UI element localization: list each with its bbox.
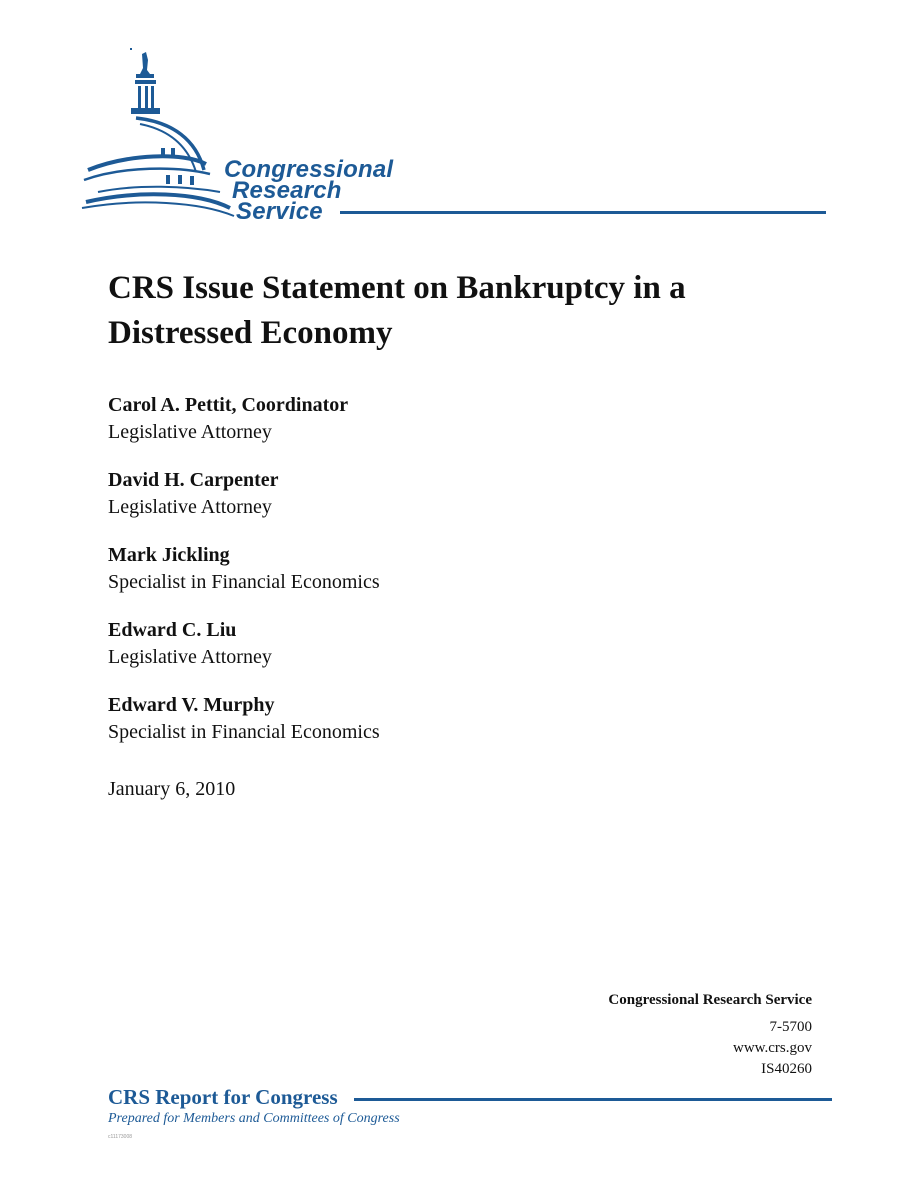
author-role: Legislative Attorney <box>108 421 272 443</box>
document-title: CRS Issue Statement on Bankruptcy in a Distressed Economy <box>108 270 686 351</box>
report-subtitle: Prepared for Members and Committees of Congress <box>108 1111 400 1126</box>
document-code: c11173008 <box>108 1134 133 1140</box>
author-name: Edward V. Murphy <box>108 694 275 716</box>
author-role: Legislative Attorney <box>108 496 272 518</box>
logo-rule <box>340 211 826 214</box>
author-name: Carol A. Pettit, Coordinator <box>108 394 349 416</box>
author-name: Mark Jickling <box>108 544 230 566</box>
crs-info-block <box>608 989 812 1080</box>
crs-logo <box>78 40 838 230</box>
author-entry <box>108 617 708 692</box>
author-name: Edward C. Liu <box>108 619 237 641</box>
author-entry <box>108 692 708 767</box>
logo-text-research: Research <box>232 177 342 204</box>
publication-date: January 6, 2010 <box>108 778 236 800</box>
logo-text-service: Service <box>236 198 323 225</box>
crs-name: Congressional Research Service <box>608 992 812 1008</box>
crs-code: 7-5700 <box>769 1019 812 1035</box>
author-role: Legislative Attorney <box>108 646 272 668</box>
author-role: Specialist in Financial Economics <box>108 721 380 743</box>
author-role: Specialist in Financial Economics <box>108 571 380 593</box>
capitol-dome-icon <box>78 40 248 230</box>
author-entry <box>108 467 708 542</box>
crs-website: www.crs.gov <box>732 1040 812 1056</box>
author-name: David H. Carpenter <box>108 469 279 491</box>
crs-report-id: IS40260 <box>761 1061 812 1077</box>
author-list <box>108 392 708 767</box>
author-entry <box>108 392 708 467</box>
report-title: CRS Report for Congress <box>108 1085 338 1109</box>
report-rule <box>354 1098 832 1101</box>
author-entry <box>108 542 708 617</box>
logo-text-congressional: Congressional <box>224 156 394 183</box>
